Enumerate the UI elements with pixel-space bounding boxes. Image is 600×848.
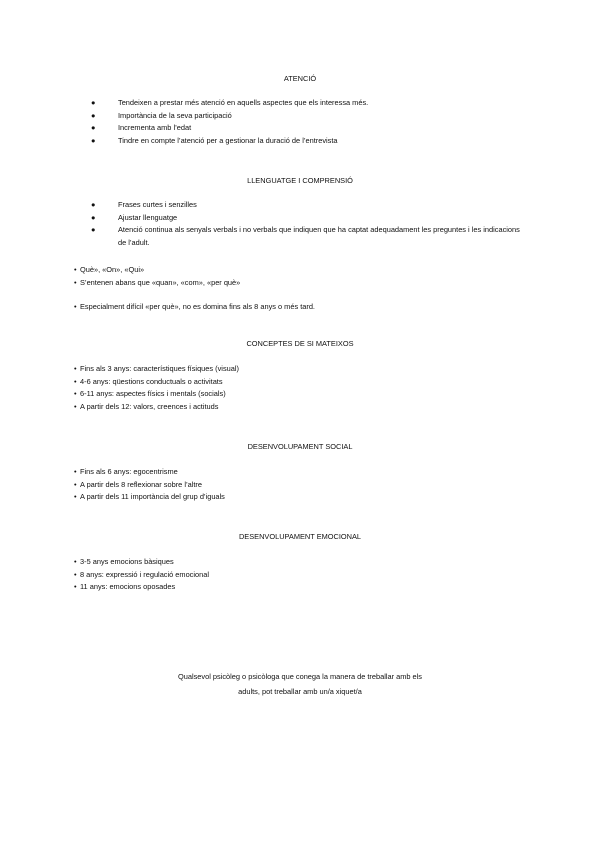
bullet-icon: •: [74, 265, 77, 274]
bullet-icon: ●: [91, 98, 96, 107]
list-item: ● Frases curtes i senzilles: [91, 199, 521, 212]
conceptes-list: [74, 363, 534, 413]
bullet-icon: •: [74, 582, 77, 591]
list-item: ● Tendeixen a prestar més atenció en aquells aspectes que els interessa més.: [91, 97, 531, 110]
bullet-icon: •: [74, 467, 77, 476]
bullet-icon: ●: [91, 135, 96, 145]
list-item: • 11 anys: emocions oposades: [74, 581, 534, 594]
footer-line-2: adults, pot treballar amb un/a xiquet/a: [238, 686, 362, 696]
list-item: ● Tindre en compte l’atenció per a gestionar la duració de l’entrevista: [91, 135, 531, 148]
bullet-icon: •: [74, 492, 77, 501]
bullet-icon: ●: [91, 225, 96, 234]
heading-llenguatge: LLENGUATGE I COMPRENSIÓ: [247, 176, 353, 185]
bullet-icon: •: [74, 479, 77, 489]
list-item: • A partir dels 12: valors, creences i actituds: [74, 401, 534, 414]
bullet-icon: ●: [91, 212, 96, 222]
llenguatge-note2: [74, 301, 534, 314]
bullet-icon: •: [74, 569, 77, 579]
footer-line-1: Qualsevol psicòleg o psicòloga que conega la manera de treballar amb els: [177, 672, 423, 681]
bullet-icon: •: [74, 557, 77, 566]
list-item: ● Importància de la seva participació: [91, 110, 531, 123]
list-item: • 4-6 anys: qüestions conductuals o activitats: [74, 376, 534, 389]
heading-emocional: DESENVOLUPAMENT EMOCIONAL: [238, 532, 362, 541]
llenguatge-notes: [74, 264, 534, 289]
list-item: • 8 anys: expressió i regulació emocional: [74, 569, 534, 582]
heading-atencio: ATENCIÓ: [283, 74, 317, 83]
llenguatge-list: [91, 199, 521, 249]
bullet-icon: ●: [91, 200, 96, 209]
list-item: • Què», «On», «Qui»: [74, 264, 534, 277]
bullet-icon: •: [74, 389, 77, 398]
bullet-icon: •: [74, 364, 77, 373]
list-item: ● Atenció continua als senyals verbals i no verbals que indiquen que ha captat adequadament les preguntes i les indicacions de l’adult.: [91, 225, 520, 247]
list-item: ● Incrementa amb l’edat: [91, 122, 531, 135]
heading-social: DESENVOLUPAMENT SOCIAL: [247, 442, 353, 451]
list-item: • Fins als 3 anys: característiques físiques (visual): [74, 363, 534, 376]
list-item: • Especialment difícil «per què», no es domina fins als 8 anys o més tard.: [74, 301, 534, 314]
bullet-icon: ●: [91, 110, 96, 120]
heading-conceptes: CONCEPTES DE SI MATEIXOS: [246, 339, 354, 348]
list-item: • 6-11 anys: aspectes físics i mentals (socials): [74, 388, 534, 401]
footer-note: [150, 670, 450, 699]
emocional-list: [74, 556, 534, 594]
bullet-icon: •: [74, 277, 77, 287]
atencio-list: [91, 97, 531, 147]
list-item: • A partir dels 8 reflexionar sobre l’altre: [74, 479, 534, 492]
list-item: • 3-5 anys emocions bàsiques: [74, 556, 534, 569]
bullet-icon: ●: [91, 123, 96, 132]
list-item: • Fins als 6 anys: egocentrisme: [74, 466, 534, 479]
list-item: ● Ajustar llenguatge: [91, 212, 521, 225]
list-item: • A partir dels 11 importància del grup d’iguals: [74, 491, 534, 504]
social-list: [74, 466, 534, 504]
list-item: • S’entenen abans que «quan», «com», «per què»: [74, 277, 534, 290]
bullet-icon: •: [74, 302, 77, 311]
bullet-icon: •: [74, 376, 77, 386]
bullet-icon: •: [74, 401, 77, 411]
